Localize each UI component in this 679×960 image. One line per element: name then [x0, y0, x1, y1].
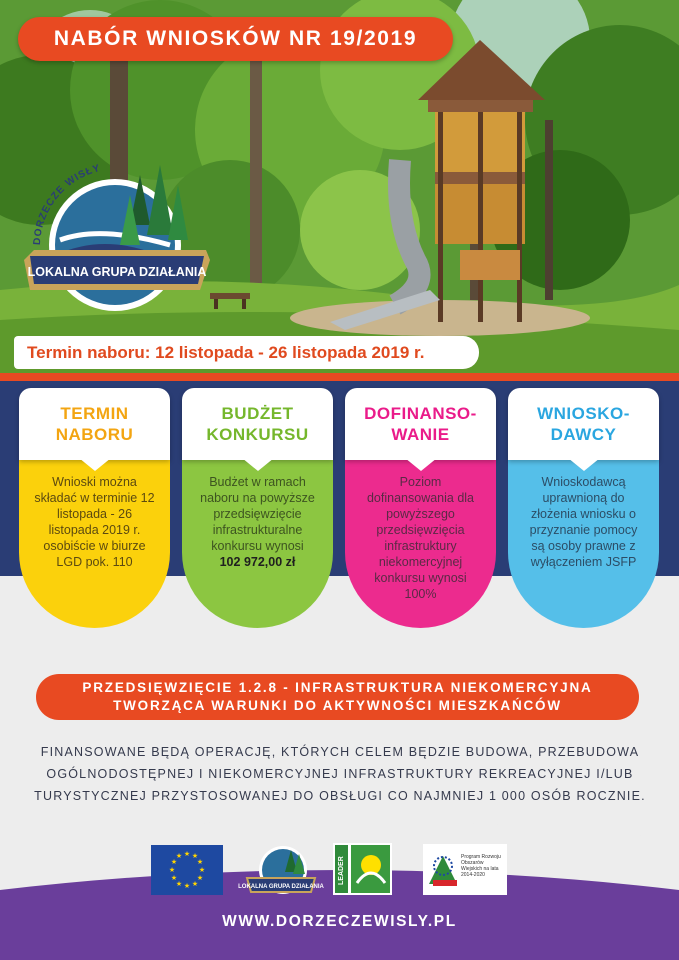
- card-dofinansowanie: [345, 388, 496, 628]
- leader-logo: [333, 843, 392, 895]
- website-url[interactable]: WWW.DORZECZEWISLY.PL: [222, 913, 457, 930]
- svg-text:★: ★: [196, 858, 204, 866]
- card-text: Wnioski można składać w terminie 12 listopada - 26 listopada 2019 r. osobiście w biurze LGD pok. 110: [34, 475, 155, 569]
- svg-text:★: ★: [196, 874, 204, 882]
- svg-text:★: ★: [191, 852, 199, 860]
- deadline-banner: [14, 336, 479, 369]
- svg-text:★: ★: [198, 866, 206, 874]
- description-line: TURYSTYCZNEJ PRZYSTOSOWANEJ DO OBSŁUGI CO NAJMNIEJ 1 000 OSÓB ROCZNIE.: [34, 789, 646, 803]
- prow-text: Program Rozwoju Obszarów Wiejskich na lata 2014-2020: [461, 854, 501, 878]
- card-title-line: DOFINANSO-: [364, 404, 477, 423]
- eu-flag-logo: [151, 845, 223, 895]
- leader-icon: [333, 843, 392, 895]
- svg-text:★: ★: [170, 858, 178, 866]
- card-pointer: [405, 458, 437, 471]
- card-text: Wnioskodawcą uprawnioną do złożenia wniosku o przyznanie pomocy są osoby prawne z wyłączeniem JSFP: [529, 475, 638, 569]
- deadline-text: Termin naboru: 12 listopada - 26 listopada 2019 r.: [27, 343, 425, 362]
- logo-top-text: DORZECZE WISŁY: [31, 162, 102, 246]
- description: [34, 741, 646, 807]
- card-pointer: [242, 458, 274, 471]
- card-title-line: BUDŻET: [221, 404, 294, 423]
- action-line: TWORZĄCA WARUNKI DO AKTYWNOŚCI MIESZKAŃCÓW: [113, 698, 562, 713]
- action-banner: [36, 674, 639, 720]
- svg-text:★: ★: [175, 852, 183, 860]
- lgd-small-banner: LOKALNA GRUPA DZIAŁANIA: [238, 884, 324, 890]
- card-title-line: TERMIN: [60, 404, 129, 423]
- description-line: FINANSOWANE BĘDĄ OPERACJĘ, KTÓRYCH CELEM BĘDZIE BUDOWA, PRZEBUDOWA: [40, 745, 640, 759]
- card-title-line: KONKURSU: [206, 425, 309, 444]
- lgd-logo: [20, 150, 215, 315]
- card-title-line: DAWCY: [550, 425, 617, 444]
- card-pointer: [568, 458, 600, 471]
- card-budzet-konkursu: [182, 388, 333, 628]
- title-banner: NABÓR WNIOSKÓW NR 19/2019: [18, 17, 453, 61]
- prow-logo: [423, 844, 507, 895]
- logo-banner-text: LOKALNA GRUPA DZIAŁANIA: [27, 265, 207, 279]
- card-title-line: WNIOSKO-: [537, 404, 630, 423]
- svg-text:★: ★: [175, 880, 183, 888]
- action-line: PRZEDSIĘWZIĘCIE 1.2.8 - INFRASTRUKTURA NIEKOMERCYJNA: [82, 680, 593, 695]
- lgd-small-logo: [238, 836, 324, 900]
- card-pointer: [79, 458, 111, 471]
- budget-amount: 102 972,00 zł: [219, 555, 296, 569]
- svg-text:★: ★: [191, 880, 199, 888]
- card-wnioskodawcy: [508, 388, 659, 628]
- card-header: [345, 388, 496, 460]
- svg-text:★: ★: [168, 866, 176, 874]
- card-header: [19, 388, 170, 460]
- card-header: [182, 388, 333, 460]
- svg-text:★: ★: [183, 850, 191, 858]
- svg-text:★: ★: [183, 882, 191, 890]
- eu-stars-icon: [151, 845, 223, 895]
- card-text: Budżet w ramach naboru na powyższe przedsięwzięcie infrastrukturalne konkursu wynosi: [200, 475, 315, 553]
- card-title-line: NABORU: [55, 425, 134, 444]
- card-title-line: WANIE: [391, 425, 450, 444]
- prow-icon: [423, 844, 507, 895]
- svg-text:★: ★: [170, 874, 178, 882]
- leader-text: LEADER: [338, 856, 345, 885]
- accent-stripe: [0, 373, 679, 381]
- card-text: Poziom dofinansowania dla powyższego przedsięwzięcia infrastruktury niekomercyjnej konkursu wynosi 100%: [366, 475, 475, 601]
- description-line: OGÓLNODOSTĘPNEJ I NIEKOMERCYJNEJ INFRASTRUKTURY REKREACYJNEJ I/LUB: [46, 767, 634, 781]
- card-termin-naboru: [19, 388, 170, 628]
- hero-photo: [0, 0, 679, 373]
- card-header: [508, 388, 659, 460]
